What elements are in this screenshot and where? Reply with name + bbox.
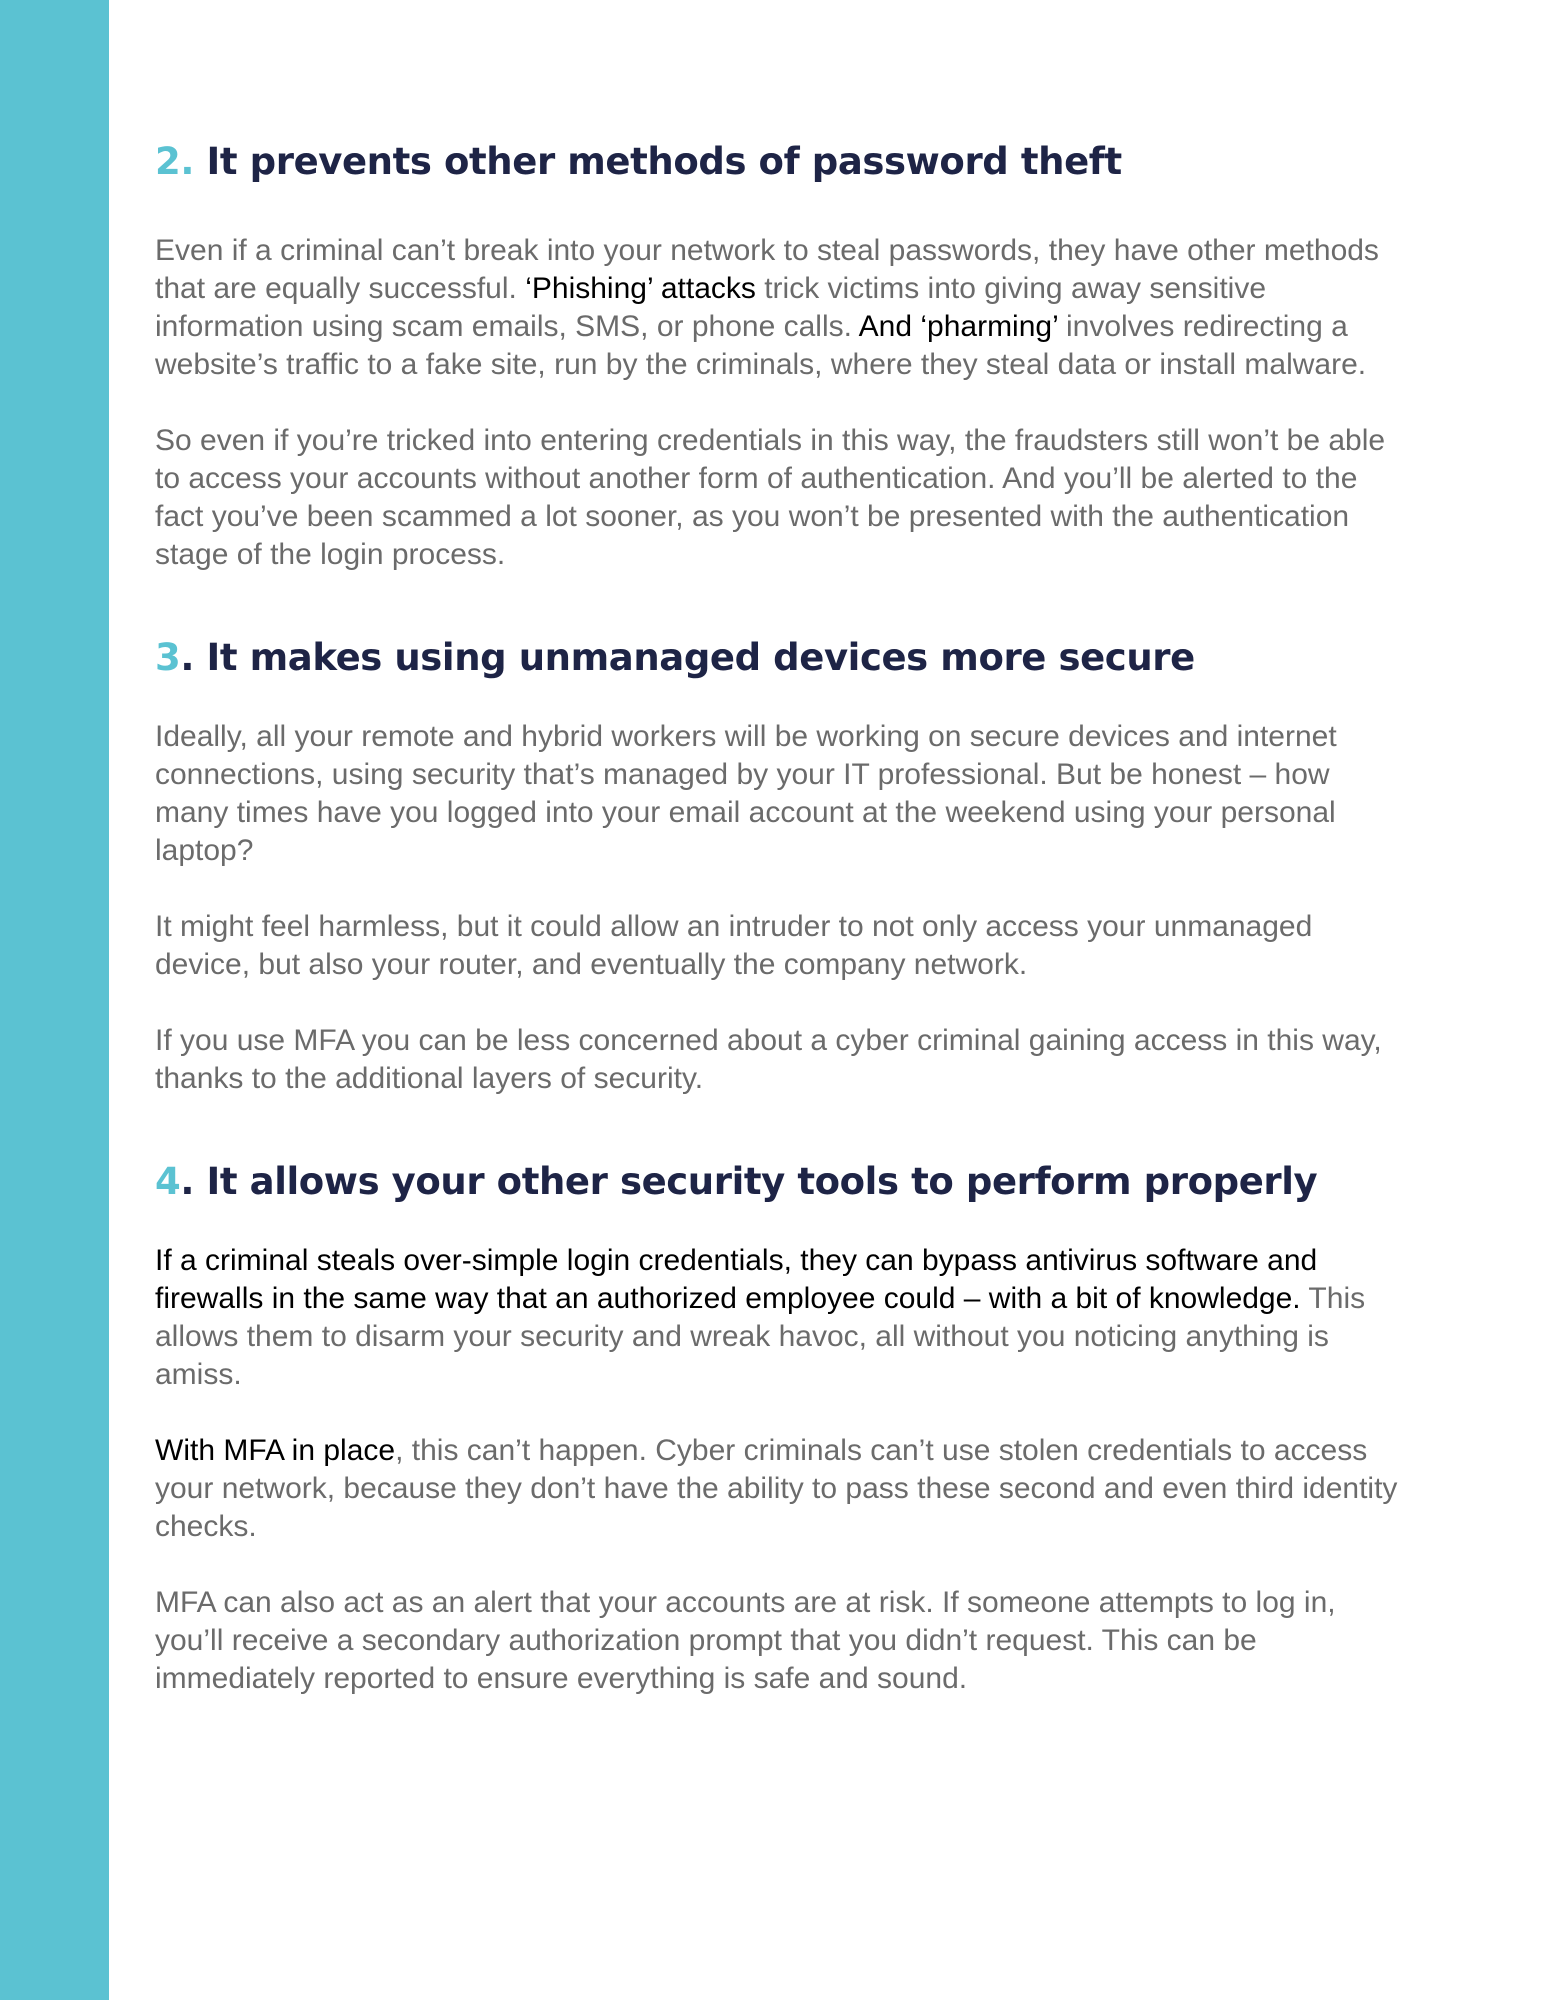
section-number: 4 (155, 1160, 181, 1204)
paragraph (155, 422, 1410, 574)
section-heading (155, 1158, 1410, 1206)
text-segment: Ideally, all your remote and hybrid workers will be working on secure devices and internet connections, using security that’s managed by your IT professional. But be honest – how many times have you logged into your email account at the weekend using your personal laptop? (155, 720, 1337, 868)
text-segment: involves redirecting a website’s traffic to a fake site, run by the criminals, where they steal data or install malware. (155, 310, 1367, 382)
section-title: It prevents other methods of password theft (194, 140, 1122, 183)
section-number: 2. (155, 140, 195, 183)
paragraph (155, 1584, 1410, 1698)
highlighted-text-segment: ‘Phishing’ attacks (525, 272, 756, 306)
paragraph (155, 232, 1410, 384)
text-segment: , this can’t happen. Cyber criminals can’t use stolen credentials to access your network, because they don’t have the ability to pass these second and even third identity checks. (155, 1434, 1398, 1544)
paragraph (155, 1432, 1410, 1546)
paragraph (155, 1022, 1410, 1098)
paragraph (155, 908, 1410, 984)
section-title: . It makes using unmanaged devices more secure (180, 636, 1195, 680)
text-segment: It might feel harmless, but it could allow an intruder to not only access your unmanaged device, but also your router, and eventually the company network. (155, 910, 1313, 982)
text-segment: Even if a criminal can’t break into your network to steal passwords, they have other methods that are equally successful. (155, 234, 1379, 306)
document-body (155, 138, 1410, 1698)
text-segment: This allows them to disarm your security and wreak havoc, all without you noticing anything is amiss. (155, 1282, 1366, 1392)
section-heading (155, 634, 1410, 682)
section-number: 3 (155, 636, 181, 680)
paragraph (155, 1242, 1410, 1394)
highlighted-text-segment: With MFA in place (155, 1434, 396, 1468)
section-3 (155, 634, 1410, 1098)
section-heading (155, 138, 1410, 186)
highlighted-text-segment: And ‘pharming’ (858, 310, 1058, 344)
highlighted-text-segment: If a criminal steals over-simple login credentials, they can bypass antivirus software and firewalls in the same way that an authorized employee could – with a bit of knowledge. (155, 1244, 1318, 1316)
decorative-side-bar (0, 0, 109, 2000)
section-4 (155, 1158, 1410, 1698)
section-title: . It allows your other security tools to perform properly (180, 1160, 1318, 1204)
paragraph (155, 718, 1410, 870)
text-segment: MFA can also act as an alert that your accounts are at risk. If someone attempts to log in, you’ll receive a secondary authorization prompt that you didn’t request. This can be immediately reported to ensure everything is safe and sound. (155, 1586, 1336, 1696)
text-segment: If you use MFA you can be less concerned about a cyber criminal gaining access in this way, thanks to the additional layers of security. (155, 1024, 1382, 1096)
text-segment: So even if you’re tricked into entering credentials in this way, the fraudsters still won’t be able to access your accounts without another form of authentication. And you’ll be alerted to the fact you’ve been scammed a lot sooner, as you won’t be presented with the authentication stage of the login process. (155, 424, 1386, 572)
text-segment: trick victims into giving away sensitive information using scam emails, SMS, or phone calls. (155, 272, 1267, 344)
section-2 (155, 138, 1410, 574)
